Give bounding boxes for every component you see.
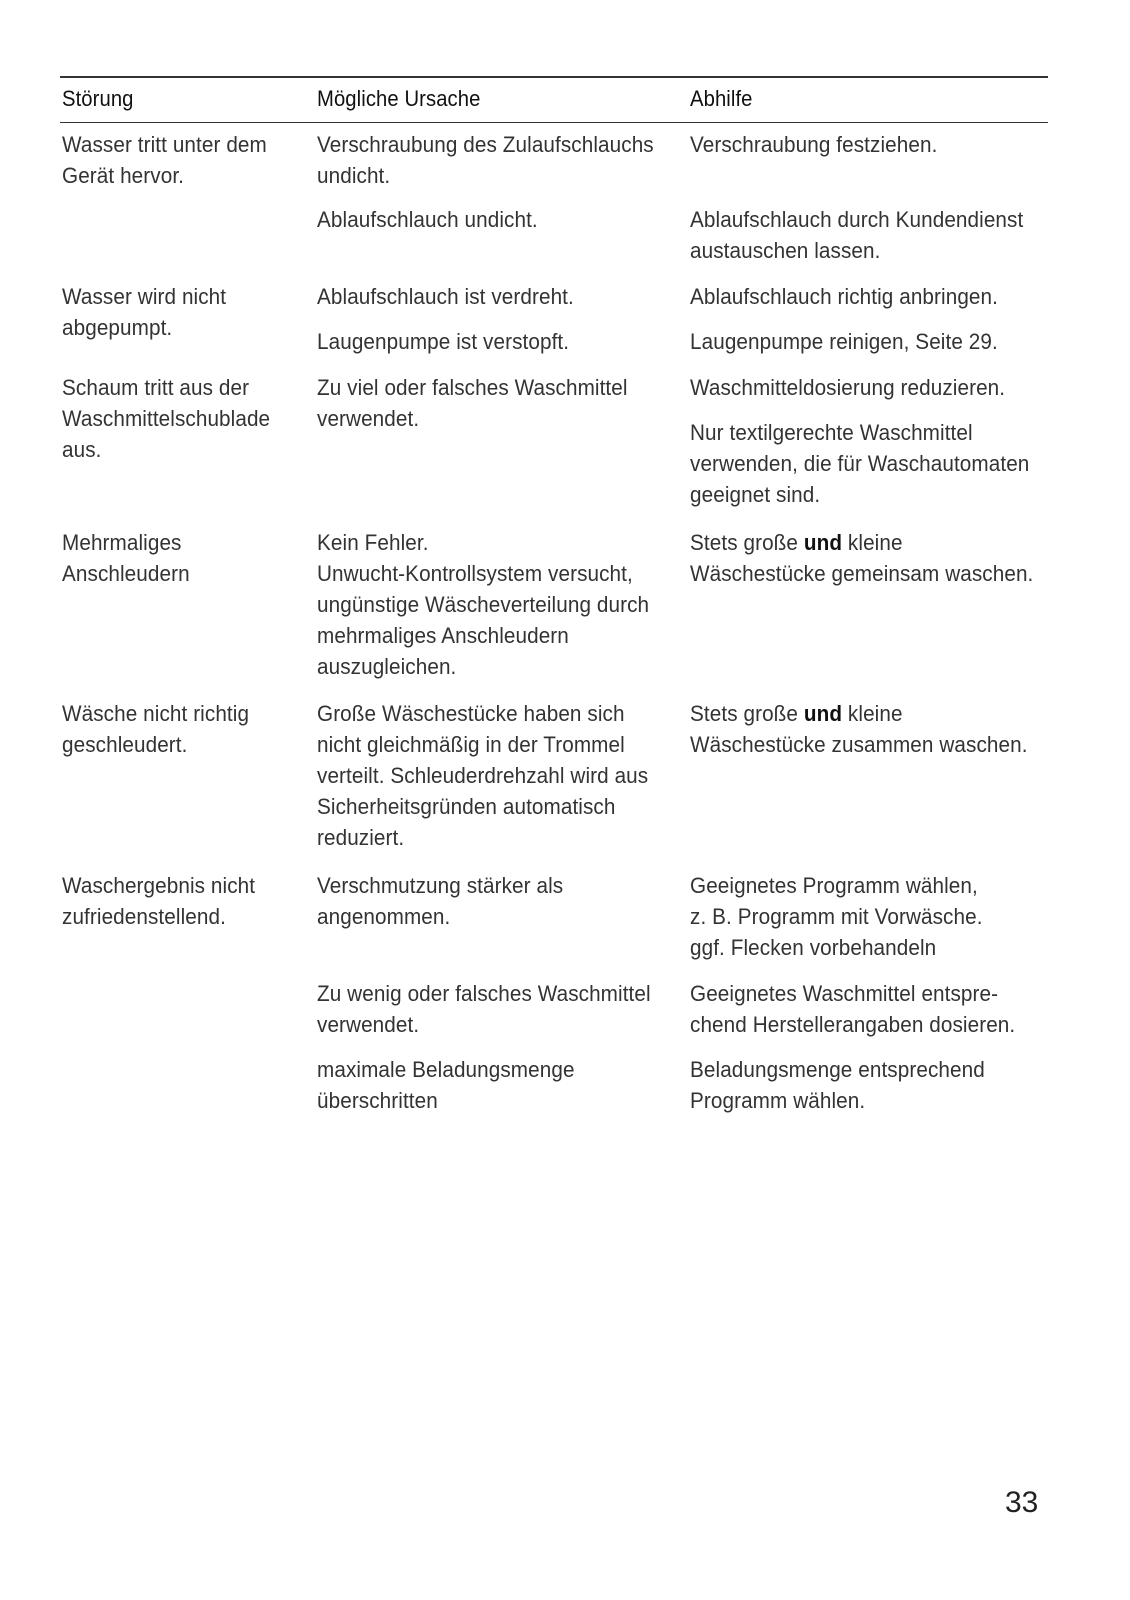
fault-unsatisfactory-result: Waschergebnis nicht zufriedenstellend. [62,873,256,929]
fault-no-pump-out: Wasser wird nicht abgepumpt. [62,284,227,340]
remedy-replace-drain-hose: Ablaufschlauch durch Kundendienst austauschen lassen. [690,207,1024,263]
remedy-choose-program: Geeignetes Programm wählen, z. B. Programm mit Vorwäsche. ggf. Flecken vorbehandeln [690,873,983,960]
cause-pump-blocked: Laugenpumpe ist verstopft. [317,329,570,354]
emphasis-und: und [803,530,843,555]
remedy-mix-large-small-1: Stets große und kleine Wäschestücke gemeinsam waschen. [690,530,1034,586]
cause-imbalance-control: Kein Fehler. Unwucht-Kontrollsystem versucht, ungünstige Wäscheverteilung durch mehrmaliges Anschleudern auszugleichen. [317,530,650,679]
fault-repeated-spin-start: Mehrmaliges Anschleudern [62,530,190,586]
cause-drain-hose-twisted: Ablaufschlauch ist verdreht. [317,284,574,309]
remedy-use-suitable-detergent: Nur textilgerechte Waschmittel verwenden, die für Waschautomaten geeignet sind. [690,420,1030,507]
remedy-clean-pump: Laugenpumpe reinigen, Seite 29. [690,329,998,354]
header-fault: Störung [62,86,134,111]
fault-water-leak: Wasser tritt unter dem Gerät hervor. [62,132,267,188]
cause-too-much-detergent: Zu viel oder falsches Waschmittel verwendet. [317,375,628,431]
header-remedy: Abhilfe [690,86,753,111]
cause-drain-hose-leak: Ablaufschlauch undicht. [317,207,538,232]
cause-inlet-hose-leak: Verschraubung des Zulaufschlauchs undicht. [317,132,654,188]
remedy-adjust-load: Beladungsmenge entsprechend Programm wählen. [690,1057,985,1113]
remedy-reduce-dosage: Waschmitteldosierung reduzieren. [690,375,1006,400]
remedy-tighten-screw: Verschraubung festziehen. [690,132,938,157]
cause-uneven-distribution: Große Wäschestücke haben sich nicht gleichmäßig in der Trommel verteilt. Schleuderdrehzahl wird aus Sicherheitsgründen automatisch reduziert. [317,701,649,850]
page-number: 33 [1005,1486,1039,1519]
remedy-attach-drain-hose: Ablaufschlauch richtig anbringen. [690,284,998,309]
cause-overload: maximale Beladungsmenge überschritten [317,1057,575,1113]
remedy-dose-per-manufacturer: Geeignetes Waschmittel entspre- chend Herstellerangaben dosieren. [690,981,1016,1037]
header-cause: Mögliche Ursache [317,86,481,111]
fault-foam-from-drawer: Schaum tritt aus der Waschmittelschublade aus. [62,375,271,462]
emphasis-und: und [803,701,843,726]
fault-poor-spin: Wäsche nicht richtig geschleudert. [62,701,250,757]
cause-heavy-soiling: Verschmutzung stärker als angenommen. [317,873,564,929]
cause-too-little-detergent: Zu wenig oder falsches Waschmittel verwendet. [317,981,651,1037]
table-header-rule [60,122,1048,123]
table-top-rule [60,76,1048,78]
remedy-mix-large-small-2: Stets große und kleine Wäschestücke zusammen waschen. [690,701,1028,757]
